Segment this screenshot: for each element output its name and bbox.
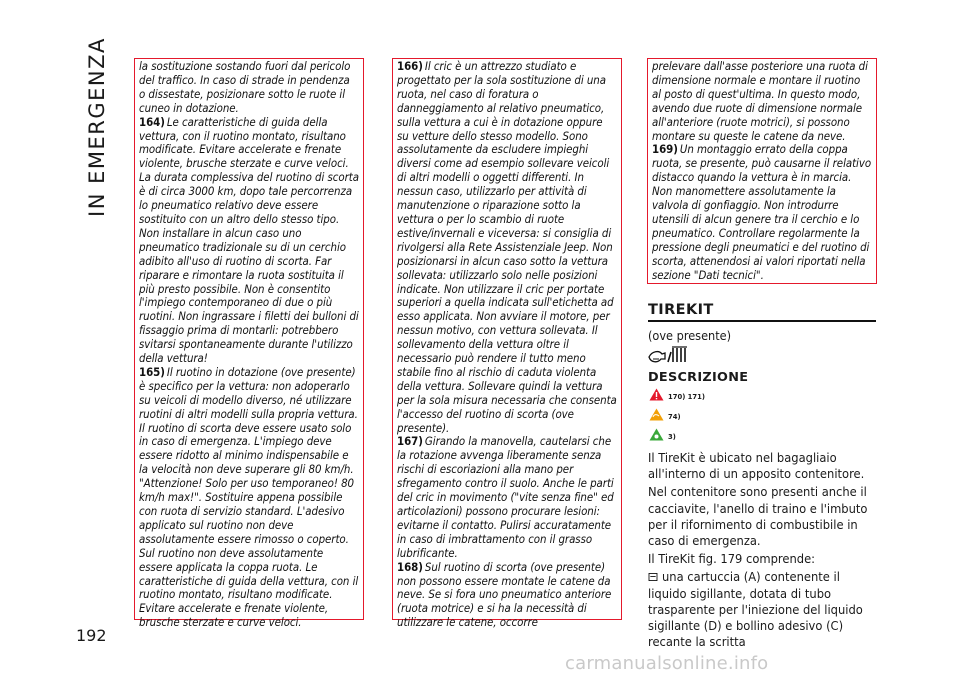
bullet-item: una cartuccia (A) contenente il liquido sigillante, dotata di tubo trasparente per l'iniezione del liquido sigillante (D) e bollino adesivo (C) recante la scritta <box>648 570 863 651</box>
heading-rule <box>648 320 876 322</box>
warning-box-col2 <box>392 58 622 630</box>
tirekit-body <box>648 451 880 653</box>
warning-paragraph: la sostituzione sostando fuori dal pericolo del traffico. In caso di strade in pendenza o dissestate, posizionare sotto le ruote il cuneo in dotazione. <box>139 59 351 115</box>
warning-paragraph: prelevare dall'asse posteriore una ruota di dimensione normale e montare il ruotino al posto di quest'ultima. In questo modo, avendo due ruote di dimensione normale all'anteriore (ruote motrici), si possono montare su queste le catene da neve. <box>652 59 868 143</box>
danger-refs: 170) 171) <box>668 393 705 401</box>
bullet-icon <box>648 573 658 581</box>
danger-icon <box>649 388 664 401</box>
watermark: carmanualsonline.info <box>565 653 769 674</box>
tirekit-heading: TIREKIT <box>648 302 714 318</box>
environment-refs: 3) <box>668 433 676 441</box>
warning-paragraph: 164) Le caratteristiche di guida della vettura, con il ruotino montato, risultano modificate. Evitare accelerate e frenate violente, brusche sterzate e curve veloci. La durata complessiva del ruotino di scorta è di circa 3000 km, dopo tale percorrenza lo pneumatico relativo deve essere sostituito con un altro dello stesso tipo. Non installare in alcun caso uno pneumatico tradizionale su di un cerchio adibito all'uso di ruotino di scorta. Far riparare e rimontare la ruota sostituita il più presto possibile. Non è consentito l'impiego contemporaneo di due o più ruotini. Non ingrassare i filetti dei bulloni di fissaggio prima di montarli: potrebbero svitarsi spontaneamente durante l'utilizzo della vettura! <box>139 114 359 366</box>
warning-paragraph: 168) Sul ruotino di scorta (ove presente) non possono essere montate le catene da neve. Se si fora uno pneumatico anteriore (ruota motrice) e si ha la necessità di utilizzare le catene, occorre <box>397 559 612 630</box>
caution-refs: 74) <box>668 413 681 421</box>
body-paragraph: Nel contenitore sono presenti anche il cacciavite, l'anello di traino e l'imbuto per il rifornimento di combustibile in caso di emergenza. <box>648 485 868 550</box>
section-title-text: IN EMERGENZA <box>85 37 109 217</box>
body-paragraph: Il TireKit è ubicato nel bagagliaio all'interno di un apposito contenitore. <box>648 451 865 483</box>
description-heading: DESCRIZIONE <box>648 370 749 385</box>
caution-icon <box>649 408 664 421</box>
tirekit-icon <box>648 344 692 366</box>
warning-box-col1 <box>134 58 364 630</box>
page-number: 192 <box>76 626 107 645</box>
warning-paragraph: 165) Il ruotino in dotazione (ove presente) è specifico per la vettura: non adoperarlo su veicoli di modello diverso, né utilizzare ruotini di altri modelli sulla propria vettura. Il ruotino di scorta deve essere usato solo in caso di emergenza. L'impiego deve essere ridotto al minimo indispensabile e la velocità non deve superare gli 80 km/h. "Attenzione! Solo per uso temporaneo! 80 km/h max!". Sostituire appena possibile con ruota di servizio standard. L'adesivo applicato sul ruotino non deve assolutamente essere rimosso o coperto. Sul ruotino non deve assolutamente essere applicata la coppa ruota. Le caratteristiche di guida della vettura, con il ruotino montato, risultano modificate. Evitare accelerate e frenate violente, brusche sterzate e curve veloci. <box>139 364 359 630</box>
warning-box-col3 <box>647 58 877 284</box>
warning-paragraph: 169) Un montaggio errato della coppa ruota, se presente, può causarne il relativo distacco quando la vettura è in marcia. Non manomettere assolutamente la valvola di gonfiaggio. Non introdurre utensili di alcun genere tra il cerchio e lo pneumatico. Controllare regolarmente la pressione degli pneumatici e del ruotino di scorta, attenendosi ai valori riportati nella sezione "Dati tecnici". <box>652 142 872 282</box>
warning-paragraph: 166) Il cric è un attrezzo studiato e progettato per la sola sostituzione di una ruota, nel caso di foratura o danneggiamento al relativo pneumatico, sulla vettura a cui è in dotazione oppure su vetture dello stesso modello. Sono assolutamente da escludere impieghi diversi come ad esempio sollevare veicoli di altri modelli o oggetti differenti. In nessun caso, utilizzarlo per attività di manutenzione o riparazione sotto la vettura o per lo scambio di ruote estive/invernali e viceversa: si consiglia di rivolgersi alla Rete Assistenziale Jeep. Non posizionarsi in alcun caso sotto la vettura sollevata: utilizzarlo solo nelle posizioni indicate. Non utilizzare il cric per portate superiori a quella indicata sull'etichetta ad esso applicata. Non avviare il motore, per nessun motivo, con vettura sollevata. Il sollevamento della vettura oltre il necessario può rendere il tutto meno stabile fino al rischio di caduta violenta della vettura. Sollevare quindi la vettura per la sola misura necessaria che consenta l'accesso del ruotino di scorta (ove presente). <box>397 59 617 435</box>
section-title <box>82 37 112 217</box>
warning-paragraph: 167) Girando la manovella, cautelarsi che la rotazione avvenga liberamente senza rischi di escoriazioni alla mano per sfregamento contro il suolo. Anche le parti del cric in movimento ("vite senza fine" ed articolazioni) possono procurare lesioni: evitarne il contatto. Pulirsi accuratamente in caso di imbrattamento con il grasso lubrificante. <box>397 434 614 560</box>
tirekit-subtitle: (ove presente) <box>648 328 732 343</box>
environment-icon <box>649 428 664 441</box>
body-paragraph: Il TireKit fig. 179 comprende: <box>648 552 816 568</box>
